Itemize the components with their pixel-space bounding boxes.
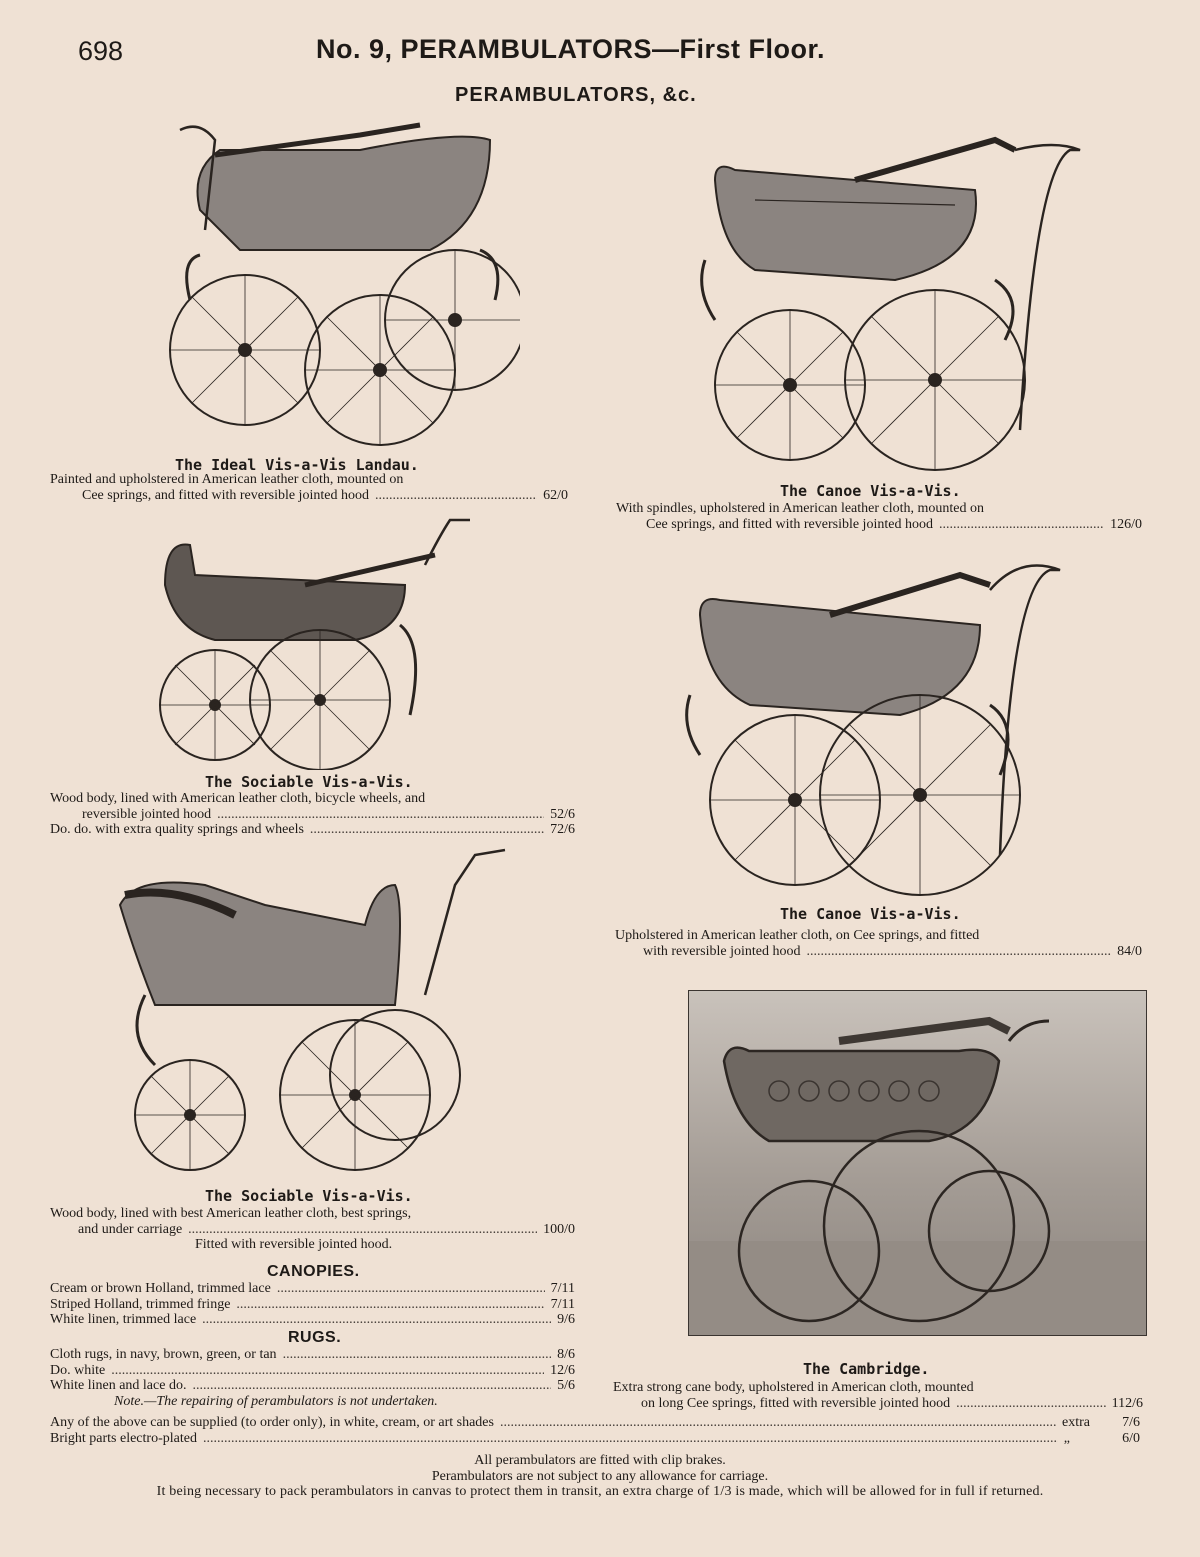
price: 52/6	[550, 806, 575, 822]
extras-row	[50, 1415, 1140, 1431]
repair-note: Note.—The repairing of perambulators is not undertaken.	[114, 1393, 438, 1409]
item-title: The Sociable Vis-a-Vis.	[205, 773, 413, 791]
price: 6/0	[1122, 1430, 1140, 1446]
desc-line: Wood body, lined with American leather cloth, bicycle wheels, and	[50, 791, 426, 806]
extras-row	[50, 1431, 1140, 1447]
price-row	[50, 807, 575, 823]
item-description	[50, 791, 575, 838]
page-number: 698	[78, 36, 124, 66]
desc-line: Cee springs, and fitted with reversible jointed hood	[82, 487, 369, 503]
price-row	[615, 944, 1142, 960]
desc-line: Fitted with reversible jointed hood.	[195, 1237, 393, 1252]
desc-line: with reversible jointed hood	[643, 943, 801, 959]
price: 5/6	[557, 1378, 575, 1393]
price: 72/6	[550, 822, 575, 837]
price: 126/0	[1110, 516, 1142, 532]
price-row	[50, 1281, 575, 1297]
canopies-heading: CANOPIES.	[267, 1263, 360, 1280]
ideal-landau-illustration	[160, 110, 520, 455]
desc-line: Do. do. with extra quality springs and wheels	[50, 822, 304, 837]
desc-line: Extra strong cane body, upholstered in American cloth, mounted	[613, 1380, 974, 1395]
price-row	[50, 1297, 575, 1313]
price-row	[50, 488, 568, 504]
item-description	[613, 1380, 1143, 1411]
price-row	[616, 517, 1142, 533]
price-row	[50, 1378, 575, 1394]
price: 8/6	[557, 1347, 575, 1362]
price-row	[50, 822, 575, 838]
desc-line: Upholstered in American leather cloth, on Cee springs, and fitted	[615, 928, 980, 943]
price-row	[50, 1347, 575, 1363]
item-description	[50, 472, 568, 503]
row-label: Cream or brown Holland, trimmed lace	[50, 1281, 271, 1296]
cambridge-photo	[688, 990, 1147, 1336]
row-label: White linen and lace do.	[50, 1378, 187, 1393]
price: 9/6	[557, 1312, 575, 1327]
row-label: Bright parts electro-plated	[50, 1430, 197, 1446]
price: 100/0	[543, 1221, 575, 1237]
desc-line: Wood body, lined with best American leather cloth, best springs,	[50, 1206, 412, 1221]
desc-line: on long Cee springs, fitted with reversible jointed hood	[641, 1395, 951, 1411]
footer-notes	[40, 1453, 1160, 1500]
price: 7/11	[550, 1296, 575, 1312]
row-label: Do. white	[50, 1362, 106, 1378]
sociable-bicycle-illustration	[155, 515, 480, 770]
extras-list	[50, 1415, 1140, 1446]
price-row	[50, 1312, 575, 1328]
desc-line: With spindles, upholstered in American leather cloth, mounted on	[616, 501, 985, 516]
item-description	[615, 928, 1142, 959]
price: 84/0	[1117, 943, 1142, 959]
price-row	[613, 1396, 1143, 1412]
price-row	[50, 1222, 575, 1238]
price: 7/11	[550, 1281, 575, 1296]
item-title: The Cambridge.	[803, 1360, 930, 1378]
sociable-best-illustration	[115, 845, 525, 1185]
item-title: The Sociable Vis-a-Vis.	[205, 1187, 413, 1205]
desc-line: Cee springs, and fitted with reversible jointed hood	[646, 516, 933, 532]
canoe-upholstered-illustration	[680, 555, 1090, 900]
item-description	[50, 1206, 575, 1253]
section-subheading: PERAMBULATORS, &c.	[455, 84, 697, 106]
price: 62/0	[543, 487, 568, 503]
rugs-heading: RUGS.	[288, 1329, 342, 1346]
page-title: No. 9, PERAMBULATORS—First Floor.	[316, 34, 826, 64]
item-title: The Ideal Vis-a-Vis Landau.	[175, 456, 419, 474]
canoe-spindles-illustration	[695, 130, 1105, 475]
extras-mark: „	[1063, 1430, 1070, 1446]
price: 112/6	[1111, 1395, 1143, 1411]
footer-line: All perambulators are fitted with clip brakes.	[474, 1453, 726, 1468]
desc-line: reversible jointed hood	[82, 806, 212, 822]
price: 12/6	[550, 1362, 575, 1378]
canopies-list	[50, 1281, 575, 1328]
extras-mark: extra	[1062, 1415, 1090, 1430]
footer-line: It being necessary to pack perambulators in canvas to protect them in transit, an extra charge of 1/3 is made, which will be allowed for in full if returned.	[156, 1484, 1044, 1499]
item-title: The Canoe Vis-a-Vis.	[780, 905, 961, 923]
row-label: Striped Holland, trimmed fringe	[50, 1296, 231, 1312]
row-label: Any of the above can be supplied (to order only), in white, cream, or art shades	[50, 1415, 494, 1430]
desc-line: Painted and upholstered in American leather cloth, mounted on	[50, 472, 404, 487]
desc-line: and under carriage	[78, 1221, 183, 1237]
price-row	[50, 1363, 575, 1379]
row-label: Cloth rugs, in navy, brown, green, or tan	[50, 1347, 277, 1362]
row-label: White linen, trimmed lace	[50, 1312, 197, 1327]
footer-line: Perambulators are not subject to any allowance for carriage.	[431, 1468, 769, 1484]
item-title: The Canoe Vis-a-Vis.	[780, 482, 961, 500]
rugs-list	[50, 1347, 575, 1409]
price: 7/6	[1122, 1415, 1140, 1430]
item-description	[616, 501, 1142, 532]
